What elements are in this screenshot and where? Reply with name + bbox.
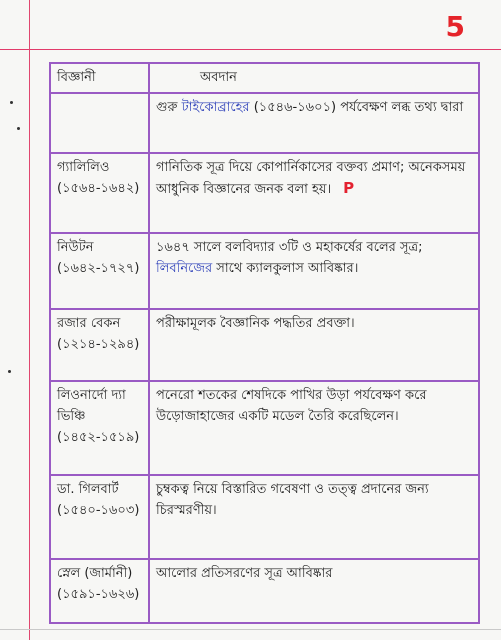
table-row	[50, 309, 479, 381]
scientist-cell: নিউটন (১৬৪২-১৭২৭)	[50, 233, 149, 309]
top-rule-line	[0, 49, 501, 50]
ink-dot	[17, 127, 20, 130]
scientist-cell: গ্যালিলিও (১৫৬৪-১৬৪২)	[50, 153, 149, 233]
contribution-cell: চুম্বকত্ব নিয়ে বিস্তারিত গবেষণা ও তত্ত্ব প্রদানের জন্য চিরস্মরণীয়।	[149, 475, 479, 559]
scientist-cell: স্নেল (জার্মানী) (১৫৯১-১৬২৬)	[50, 559, 149, 623]
contribution-text-pre: ১৬৪৭ সালে বলবিদ্যার ৩টি ও মহাকর্ষের বলের সূত্র;	[156, 240, 423, 255]
contribution-highlight: টাইকোব্রাহের	[181, 100, 250, 115]
table-row	[50, 475, 479, 559]
red-correction-mark: P	[343, 179, 355, 197]
scientist-contribution-table	[49, 62, 480, 624]
table-header-row	[50, 63, 479, 93]
header-scientist: বিজ্ঞানী	[50, 63, 149, 93]
contribution-cell	[149, 153, 479, 233]
contribution-cell: পনেরো শতকের শেষদিকে পাখির উড়া পর্যবেক্ষণ করে উড়োজাহাজের একটি মডেল তৈরি করেছিলেন।	[149, 381, 479, 475]
ink-dot	[8, 370, 11, 373]
table-row	[50, 233, 479, 309]
contribution-text-pre: গুরু	[156, 100, 182, 115]
scientist-cell: ডা. গিলবার্ট (১৫৪০-১৬০৩)	[50, 475, 149, 559]
contribution-cell	[149, 233, 479, 309]
page-number: 5	[445, 10, 465, 43]
contribution-cell	[149, 93, 479, 153]
scientist-cell	[50, 93, 149, 153]
table-row	[50, 153, 479, 233]
table-row	[50, 93, 479, 153]
contribution-highlight: লিবনিজের	[156, 261, 213, 276]
table-row	[50, 381, 479, 475]
table-row	[50, 559, 479, 623]
contribution-text-post: সাথে ক্যালকুলাস আবিষ্কার।	[212, 261, 359, 276]
contribution-cell: পরীক্ষামূলক বৈজ্ঞানিক পদ্ধতির প্রবক্তা।	[149, 309, 479, 381]
contribution-text-post: (১৫৪৬-১৬০১) পর্যবেক্ষণ লব্ধ তথ্য দ্বারা	[249, 100, 464, 115]
ink-dot	[10, 101, 13, 104]
contribution-text: গানিতিক সূত্র দিয়ে কোপার্নিকাসের বক্তব্য প্রমাণ; অনেকসময় আধুনিক বিজ্ঞানের জনক বলা হয়।	[156, 160, 466, 197]
contribution-cell: আলোর প্রতিসরণের সূত্র আবিষ্কার	[149, 559, 479, 623]
scientist-cell: লিওনার্দো দ্যা ভিঞ্চি (১৪৫২-১৫১৯)	[50, 381, 149, 475]
bottom-rule-line	[0, 629, 501, 630]
header-contribution: অবদান	[149, 63, 479, 93]
margin-line	[29, 0, 30, 640]
scientist-cell: রজার বেকন (১২১৪-১২৯৪)	[50, 309, 149, 381]
